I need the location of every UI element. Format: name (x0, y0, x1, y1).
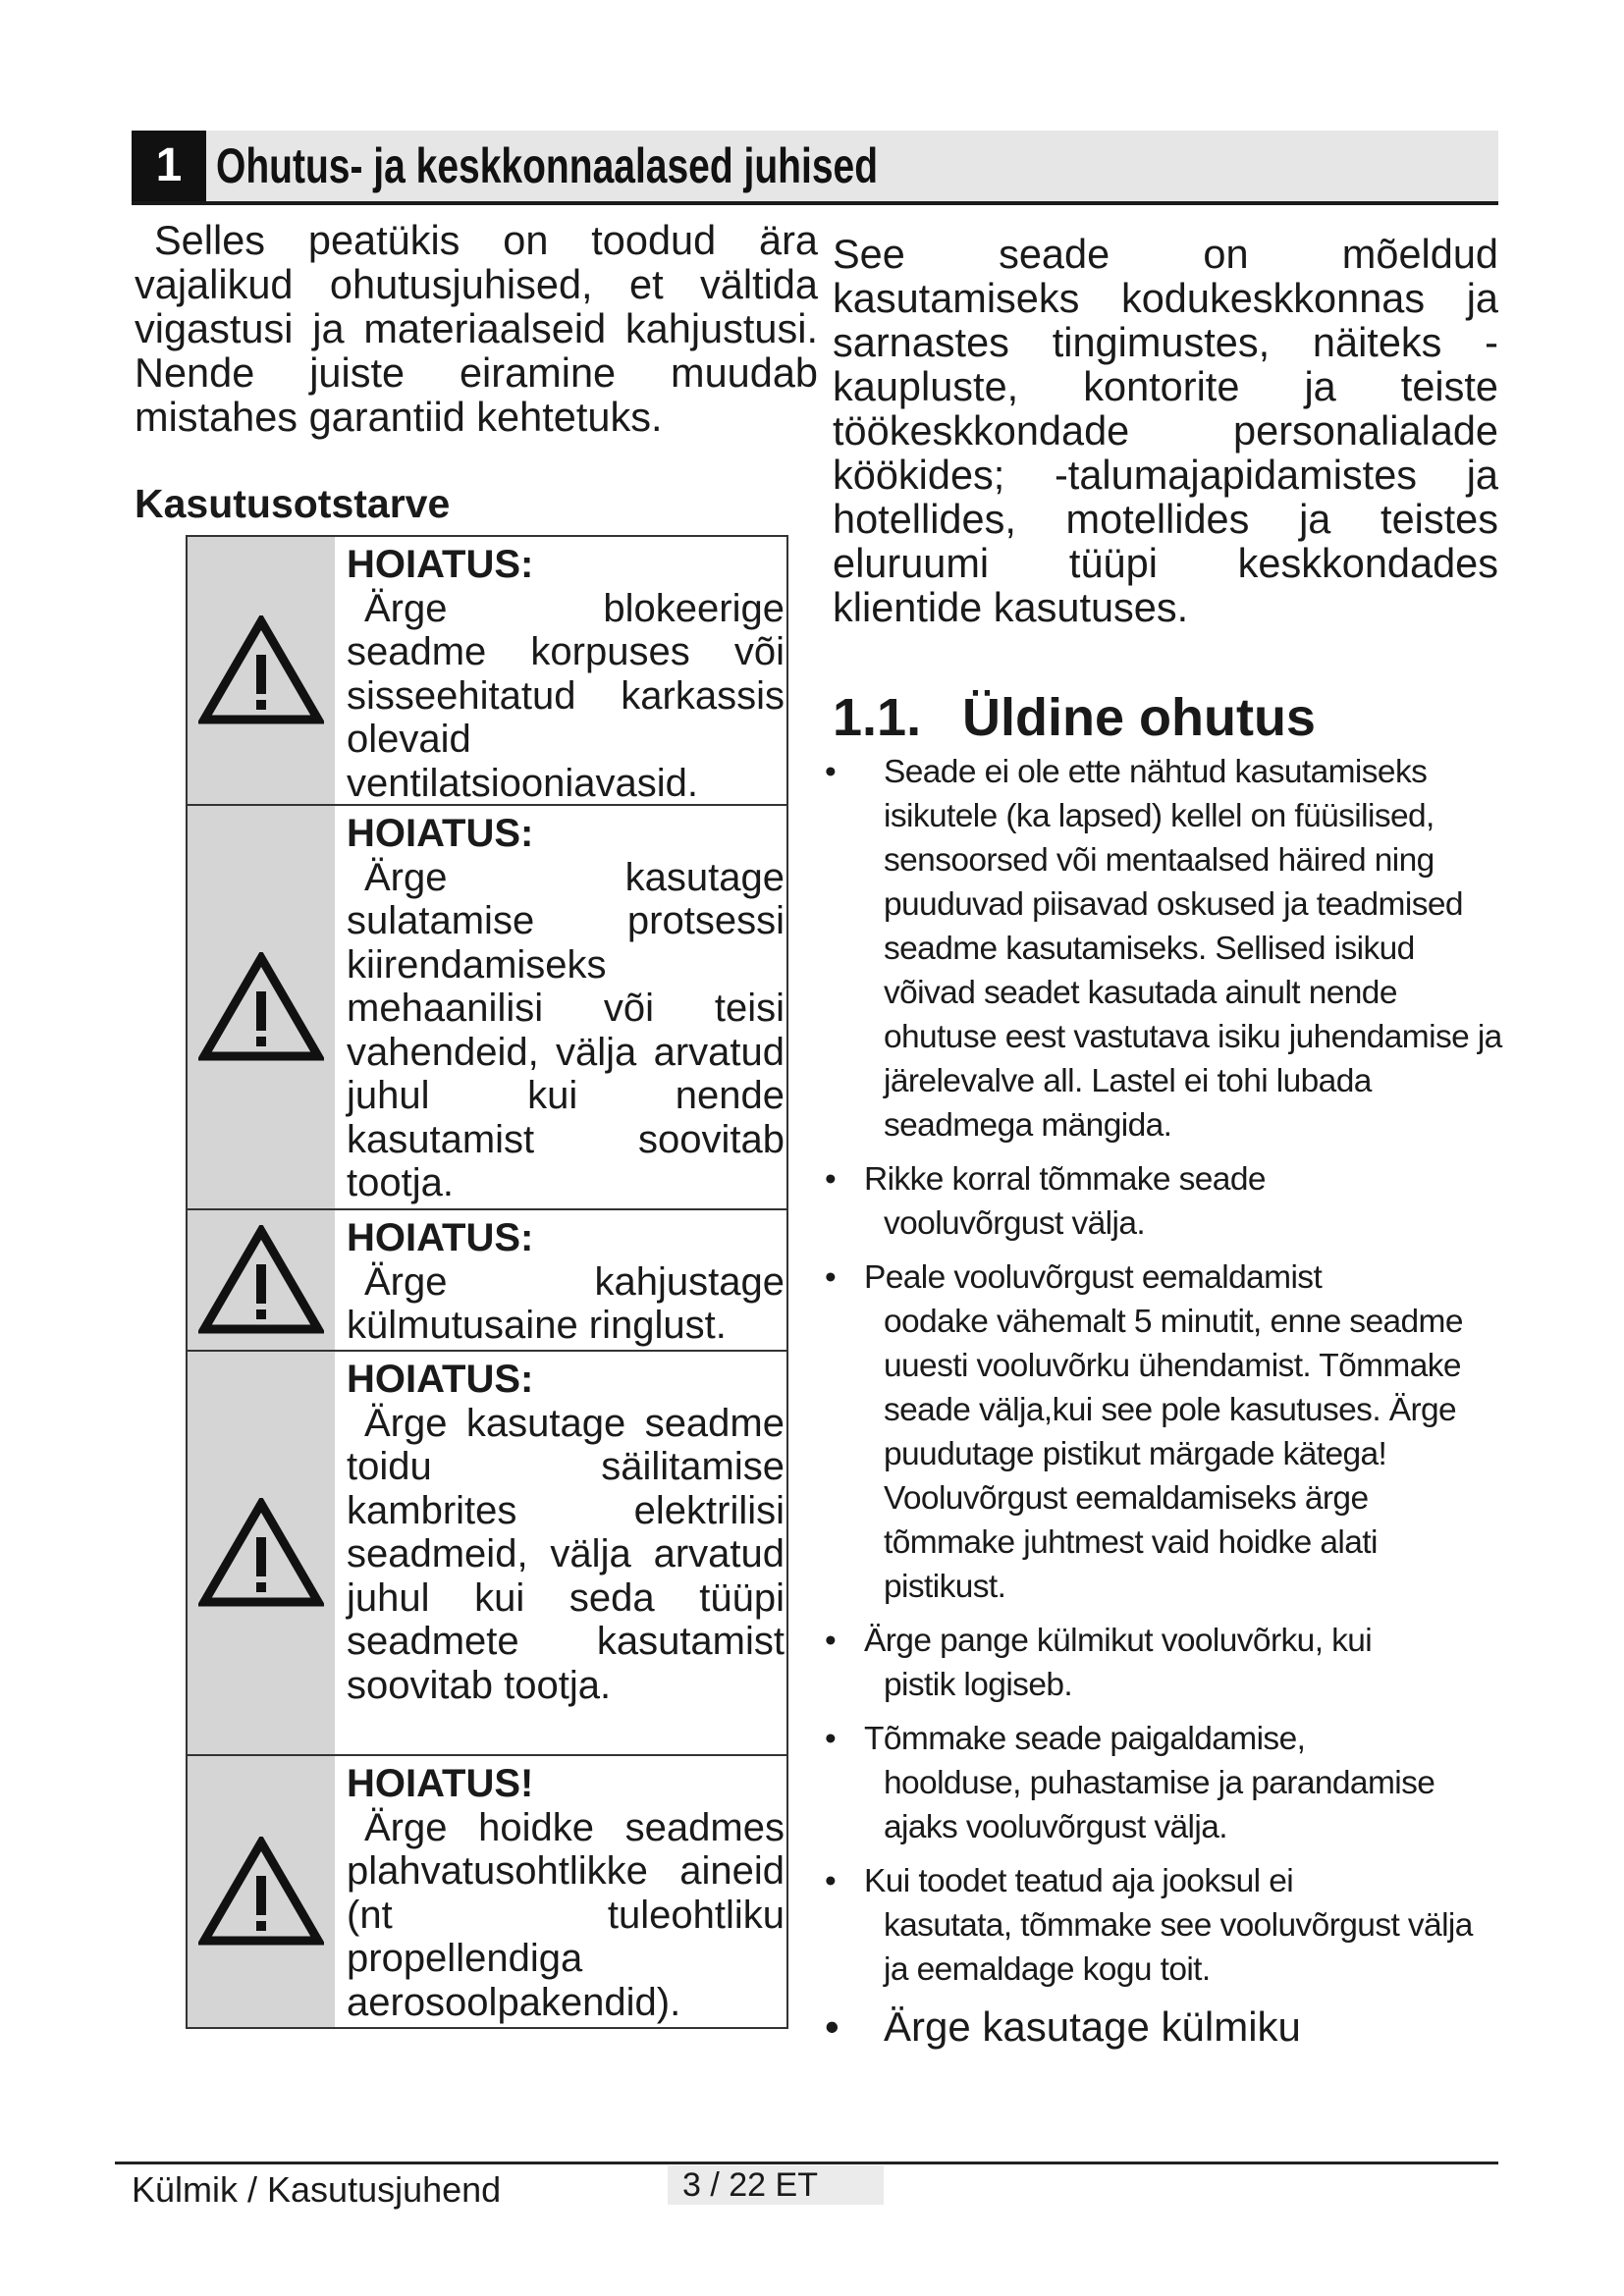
section-title (833, 687, 1316, 748)
warning-text: Ärge kahjustage külmutusaine ringlust. (347, 1259, 785, 1347)
warnings-table (186, 535, 788, 2029)
warning-title: HOIATUS: (347, 1358, 534, 1401)
bullet-text-cont: oodake vähemalt 5 minutit, enne seadme uuesti vooluvõrku ühendamist. Tõmmake seade välja,kui see pole kasutuses. Ärge puudutage pistikut märgade kätega! Vooluvõrgust eemaldamiseks ärge tõmmake juhtmest vaid hoidke alati pistikust. (884, 1304, 1463, 1605)
warning-row (188, 804, 786, 1208)
bullet-text-cont: isikutele (ka lapsed) kellel on füüsilised, sensoorsed või mentaalsed häired ning puuduvad piisavad oskused ja teadmised seadme kasutamiseks. Sellised isikud võivad seadet kasutada ainult nende ohutuse eest vastutava isiku juhendamise ja järelevalve all. Lastel ei tohi lubada seadmega mängida. (884, 798, 1502, 1144)
warning-triangle-icon (188, 1756, 335, 2027)
intro-paragraph (135, 218, 818, 439)
list-item (825, 1859, 1502, 1992)
warning-text: Ärge kasutage sulatamise protsessi kiirendamiseks mehaanilisi või teisi vahendeid, välja arvatud juhul kui nende kasutamist soovitab tootja. (347, 855, 785, 1204)
intended-use-paragraph: See seade on mõeldud kasutamiseks kodukeskkonnas ja sarnastes tingimustes, näiteks - kaupluste, kontorite ja teiste töökeskkondade personalialade köökides; -talumajapidamistes ja hotellides, motellides ja teistes eluruumi tüüpi keskkondades klientide kasutuses. (833, 231, 1498, 630)
bullet-icon: • (825, 1721, 837, 1757)
footer-divider (115, 2162, 1498, 2164)
list-item (825, 2002, 1502, 2053)
bullet-text-cont: kasutata, tõmmake see vooluvõrgust välja ja eemaldage kogu toit. (884, 1907, 1473, 1988)
chapter-header (132, 131, 1498, 205)
bullet-text: Rikke korral tõmmake seade (864, 1161, 1266, 1198)
bullet-icon: • (825, 754, 837, 790)
warning-title: HOIATUS! (347, 1762, 534, 1805)
warning-title: HOIATUS: (347, 1216, 534, 1259)
list-item (825, 1157, 1502, 1246)
bullet-text: Kui toodet teatud aja jooksul ei (864, 1863, 1294, 1899)
safety-bullet-list (825, 750, 1502, 2062)
chapter-number: 1 (132, 131, 206, 201)
warning-triangle-icon (188, 537, 335, 804)
list-item (825, 1255, 1502, 1609)
warning-row (188, 1208, 786, 1350)
warning-row (188, 537, 786, 804)
warning-text: Ärge hoidke seadmes plahvatusohtlikke aineid (nt tuleohtliku propellendiga aerosoolpakendid). (347, 1805, 785, 2024)
warning-triangle-icon (188, 806, 335, 1208)
bullet-text: Peale vooluvõrgust eemaldamist (864, 1259, 1323, 1296)
bullet-text-cont: hoolduse, puhastamise ja parandamise ajaks vooluvõrgust välja. (884, 1765, 1435, 1845)
warning-text: Ärge blokeerige seadme korpuses või sisseehitatud karkassis olevaid ventilatsiooniavasid. (347, 586, 785, 805)
footer-page-number: 3 / 22 ET (668, 2165, 884, 2205)
bullet-text-cont: pistik logiseb. (884, 1667, 1073, 1703)
bullet-text: Ärge kasutage külmiku (884, 2003, 1301, 2050)
bullet-text-cont: vooluvõrgust välja. (884, 1205, 1146, 1242)
intro-text: Selles peatükis on toodud ära vajalikud ohutusjuhised, et vältida vigastusi ja materiaalseid kahjustusi. Nende juiste eiramine muudab mistahes garantiid kehtetuks. (135, 217, 818, 440)
bullet-icon: • (825, 1161, 837, 1198)
bullet-text: Seade ei ole ette nähtud kasutamiseks (884, 754, 1428, 790)
warning-title: HOIATUS: (347, 812, 534, 855)
subheading-intended-use: Kasutusotstarve (135, 481, 451, 526)
chapter-title: Ohutus- ja keskkonnaalased juhised (216, 138, 879, 193)
warning-text: Ärge kasutage seadme toidu säilitamise kambrites elektrilisi seadmeid, välja arvatud juhul kui seda tüüpi seadmete kasutamist soovitab tootja. (347, 1401, 785, 1707)
warning-row (188, 1350, 786, 1754)
section-number: 1.1. (833, 688, 922, 747)
bullet-icon: • (825, 2003, 839, 2050)
list-item (825, 750, 1502, 1148)
bullet-icon: • (825, 1623, 837, 1659)
bullet-text: Tõmmake seade paigaldamise, (864, 1721, 1306, 1757)
warning-triangle-icon (188, 1352, 335, 1754)
footer-document-title: Külmik / Kasutusjuhend (132, 2169, 502, 2210)
warning-row (188, 1754, 786, 2027)
bullet-icon: • (825, 1259, 837, 1296)
list-item (825, 1717, 1502, 1849)
bullet-text: Ärge pange külmikut vooluvõrku, kui (864, 1623, 1373, 1659)
warning-triangle-icon (188, 1210, 335, 1350)
list-item (825, 1619, 1502, 1707)
bullet-icon: • (825, 1863, 837, 1899)
warning-title: HOIATUS: (347, 543, 534, 586)
section-title-text: Üldine ohutus (962, 688, 1316, 747)
